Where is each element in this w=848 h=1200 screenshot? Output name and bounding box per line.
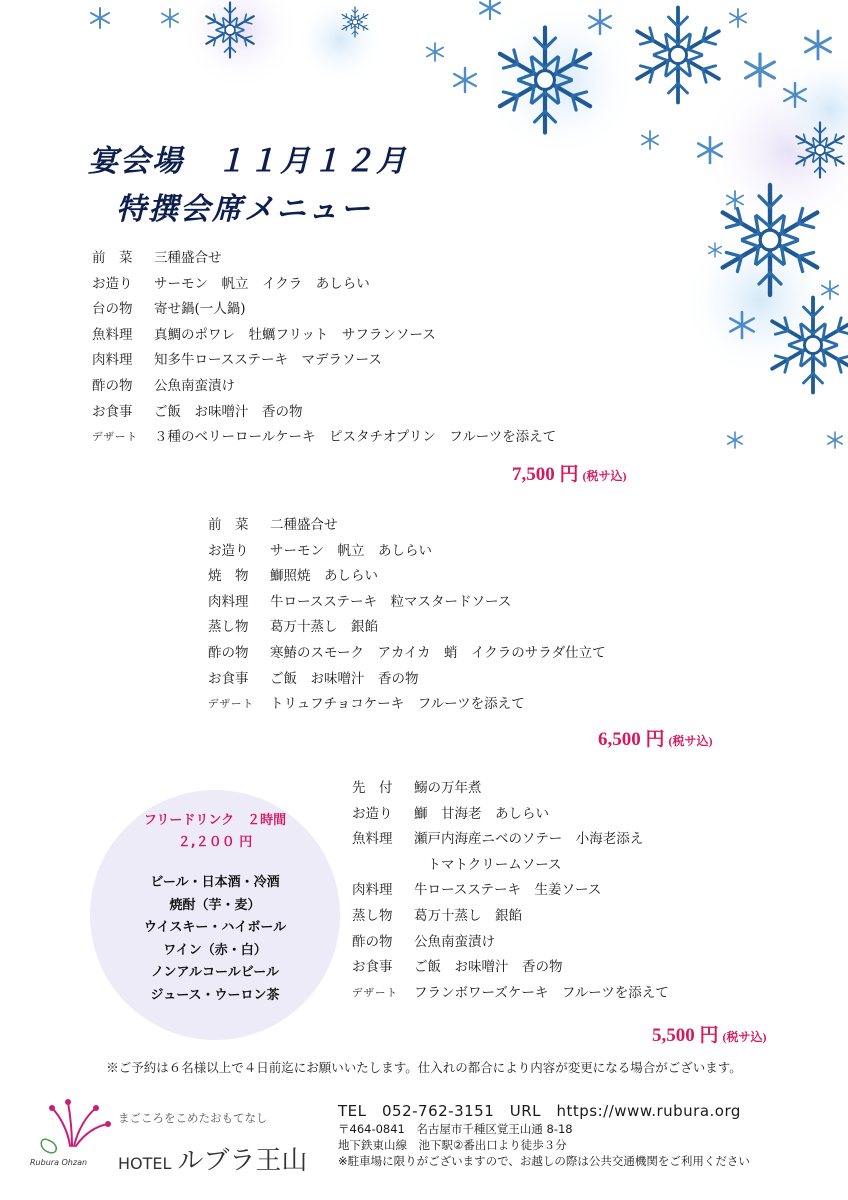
price-value: 7,500 円	[512, 464, 579, 485]
menu-category: お造り	[92, 275, 133, 292]
menu-dish: 寄せ鍋(一人鍋)	[154, 301, 246, 318]
drink-item: ビール・日本酒・冷酒	[150, 875, 280, 890]
hotel-name-text: ルブラ王山	[177, 1146, 308, 1176]
menu-category	[352, 853, 414, 879]
price-tax: (税サ込)	[582, 469, 627, 483]
menu-category: デザート	[352, 986, 398, 999]
menu-dish: 牛ロースステーキ 粒マスタードソース	[270, 593, 512, 610]
menu-dish: フランボワーズケーキ フルーツを添えて	[414, 984, 669, 1001]
menu-category: 前 菜	[208, 517, 249, 533]
menu-row	[92, 348, 556, 374]
price-tax: (税サ込)	[668, 734, 713, 748]
menu-category: お食事	[352, 959, 393, 976]
price-6500	[598, 724, 713, 751]
drink-item: ノンアルコールビール	[151, 965, 279, 980]
menu-dish: 真鯛のポワレ 牡蠣フリット サフランソース	[154, 326, 436, 343]
menu-category: 肉料理	[92, 352, 133, 369]
price-5500	[652, 1020, 767, 1047]
parking-note: ※駐車場に限りがございますので、お越しの際は公共交通機関をご利用ください	[338, 1154, 750, 1168]
menu-dish: ご飯 お味噌汁 香の物	[154, 403, 303, 420]
menu-row	[352, 904, 669, 930]
menu-row	[92, 425, 556, 451]
tel-url-line: TEL 052-762-3151 URL https://www.rubura.org	[338, 1102, 741, 1120]
menu-category: お造り	[352, 805, 393, 822]
menu-dish: 鰤照焼 あしらい	[270, 568, 378, 585]
course-menu-6500	[208, 513, 606, 718]
price-7500	[512, 459, 627, 486]
menu-category: お食事	[92, 403, 133, 420]
menu-category: 台の物	[92, 301, 133, 318]
course-menu-7500	[92, 246, 556, 451]
menu-category: 肉料理	[208, 593, 249, 610]
menu-dish: ご飯 お味噌汁 香の物	[414, 959, 563, 976]
price-tax: (税サ込)	[722, 1030, 767, 1044]
menu-category: デザート	[92, 431, 138, 444]
footer	[0, 1092, 848, 1200]
menu-category: 前 菜	[92, 250, 133, 266]
menu-dish: サーモン 帆立 イクラ あしらい	[154, 275, 370, 292]
menu-row	[352, 776, 669, 802]
menu-dish: 知多牛ロースステーキ マデラソース	[154, 352, 382, 369]
menu-row	[208, 615, 606, 641]
menu-row	[352, 955, 669, 981]
menu-dish: 寒鰆のスモーク アカイカ 蛸 イクラのサラダ仕立て	[270, 644, 606, 661]
price-value: 6,500 円	[598, 729, 665, 750]
menu-row	[208, 667, 606, 693]
hotel-prefix: HOTEL	[118, 1154, 172, 1173]
menu-category: 先 付	[352, 780, 393, 796]
menu-category: 肉料理	[352, 882, 393, 899]
menu-row	[352, 930, 669, 956]
menu-row	[352, 878, 669, 904]
menu-category: お造り	[208, 542, 249, 559]
page-subtitle: 特撰会席メニュー	[116, 192, 372, 227]
logo-text: Rubura Ohzan	[30, 1158, 88, 1167]
menu-dish: 葛万十蒸し 銀餡	[414, 907, 522, 924]
menu-category: 酢の物	[208, 644, 249, 661]
contact-info	[338, 1100, 750, 1169]
drink-item: ワイン（赤・白）	[163, 942, 267, 958]
menu-category: 魚料理	[352, 831, 393, 848]
menu-dish: 瀬戸内海産ニベのソテー 小海老添え	[414, 831, 644, 848]
course-menu-5500	[352, 776, 669, 1006]
menu-dish: トマトクリームソース	[414, 856, 562, 873]
menu-category: 酢の物	[92, 377, 133, 394]
hotel-logo-icon	[30, 1096, 120, 1166]
menu-dish: 牛ロースステーキ 生姜ソース	[414, 882, 602, 899]
menu-row	[352, 802, 669, 828]
menu-dish: サーモン 帆立 あしらい	[270, 542, 432, 559]
menu-dish: 鰤 甘海老 あしらい	[414, 805, 549, 822]
menu-dish: 公魚南蛮漬け	[414, 933, 495, 950]
menu-row	[208, 513, 606, 539]
menu-dish: ３種のベリーロールケーキ ピスタチオプリン フルーツを添えて	[154, 429, 557, 446]
menu-row	[208, 692, 606, 718]
hotel-name	[118, 1140, 307, 1177]
menu-row	[92, 400, 556, 426]
menu-category: デザート	[208, 698, 254, 711]
access-line: 地下鉄東山線 池下駅②番出口より徒歩３分	[338, 1138, 567, 1152]
menu-dish: ご飯 お味噌汁 香の物	[270, 670, 419, 687]
menu-row	[208, 539, 606, 565]
menu-row	[92, 246, 556, 272]
menu-row	[208, 590, 606, 616]
drink-item: ジュース・ウーロン茶	[150, 987, 280, 1003]
free-drink-panel	[90, 790, 340, 1040]
menu-row	[92, 272, 556, 298]
menu-row	[92, 323, 556, 349]
menu-row	[352, 827, 669, 853]
menu-dish: 二種盛合せ	[270, 517, 338, 533]
menu-row	[352, 853, 669, 879]
menu-dish: 葛万十蒸し 銀餡	[270, 619, 378, 636]
free-drink-title: フリードリンク ２時間	[143, 813, 287, 828]
free-drink-price: ２,２００ 円	[177, 835, 253, 850]
menu-row	[208, 564, 606, 590]
menu-category: 蒸し物	[208, 619, 249, 636]
menu-dish: 鰯の万年煮	[414, 780, 482, 796]
menu-category: 焼 物	[208, 568, 249, 585]
menu-category: 魚料理	[92, 326, 133, 343]
menu-row	[92, 374, 556, 400]
drink-item: ウイスキー・ハイボール	[143, 920, 287, 935]
menu-row	[208, 641, 606, 667]
price-value: 5,500 円	[652, 1025, 719, 1046]
menu-category: 蒸し物	[352, 907, 393, 924]
menu-row	[352, 981, 669, 1007]
hotel-tagline: まごころをこめたおもてなし	[118, 1111, 268, 1125]
reservation-note: ※ご予約は６名様以上で４日前迄にお願いいたします。仕入れの都合により内容が変更になる場合がございます。	[106, 1060, 742, 1075]
menu-dish: 公魚南蛮漬け	[154, 377, 235, 394]
menu-category: 酢の物	[352, 933, 393, 950]
menu-category: お食事	[208, 670, 249, 687]
menu-row	[92, 297, 556, 323]
menu-dish: 三種盛合せ	[154, 250, 222, 266]
drink-item: 焼酎（芋・麦）	[169, 897, 261, 913]
address-line: 〒464-0841 名古屋市千種区覚王山通 8-18	[338, 1122, 573, 1136]
page-title: 宴会場 １１月１２月	[88, 144, 408, 179]
menu-dish: トリュフチョコケーキ フルーツを添えて	[270, 696, 525, 713]
